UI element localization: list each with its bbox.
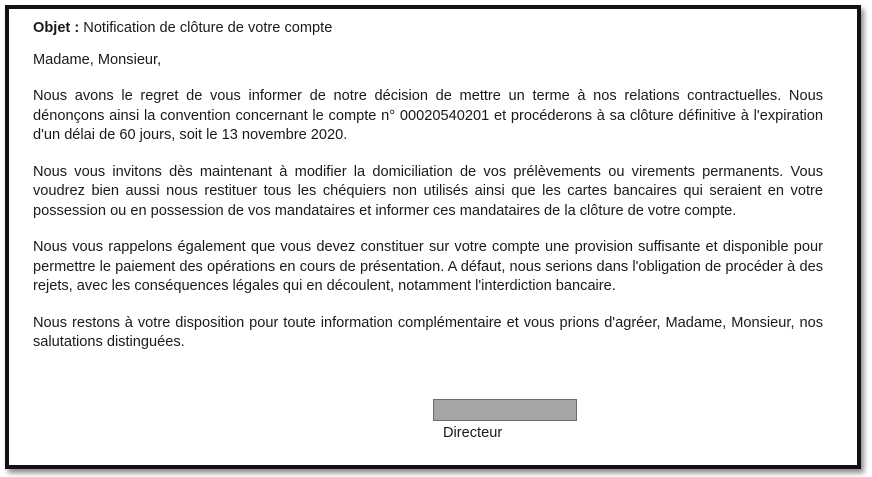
subject-label: Objet :	[33, 20, 80, 36]
signature-title: Directeur	[443, 425, 503, 441]
subject-text: Notification de clôture de votre compte	[83, 20, 333, 36]
subject-line	[33, 19, 823, 39]
paragraph-provision: Nous vous rappelons également que vous devez constituer sur votre compte une provision suffisante et disponible pour permettre le paiement des opérations en cours de présentation. A défaut, nous serions dans l'obligation de procéder à des rejets, avec les conséquences légales qui en découlent, notamment l'interdiction bancaire.	[33, 239, 823, 294]
signature-block	[433, 399, 577, 441]
paragraph-instructions: Nous vous invitons dès maintenant à modifier la domiciliation de vos prélèvements ou virements permanents. Vous voudrez bien aussi nous restituer tous les chéquiers non utilisés ainsi que les cartes bancaires qui seraient en votre possession ou en possession de vos mandataires et informer ces mandataires de la clôture de votre compte.	[33, 163, 823, 219]
paragraph-termination: Nous avons le regret de vous informer de notre décision de mettre un terme à nos relations contractuelles. Nous dénonçons ainsi la convention concernant le compte n° 00020540201 et procéderons à sa clôture définitive à l'expiration d'un délai de 60 jours, soit le 13 novembre 2020.	[33, 88, 823, 143]
redacted-signature	[433, 399, 577, 421]
salutation: Madame, Monsieur,	[33, 51, 162, 68]
letter-body	[33, 19, 823, 353]
paragraph-closing: Nous restons à votre disposition pour toute information complémentaire et vous prions d'agréer, Madame, Monsieur, nos salutations distinguées.	[33, 314, 823, 350]
document-frame	[5, 5, 861, 469]
